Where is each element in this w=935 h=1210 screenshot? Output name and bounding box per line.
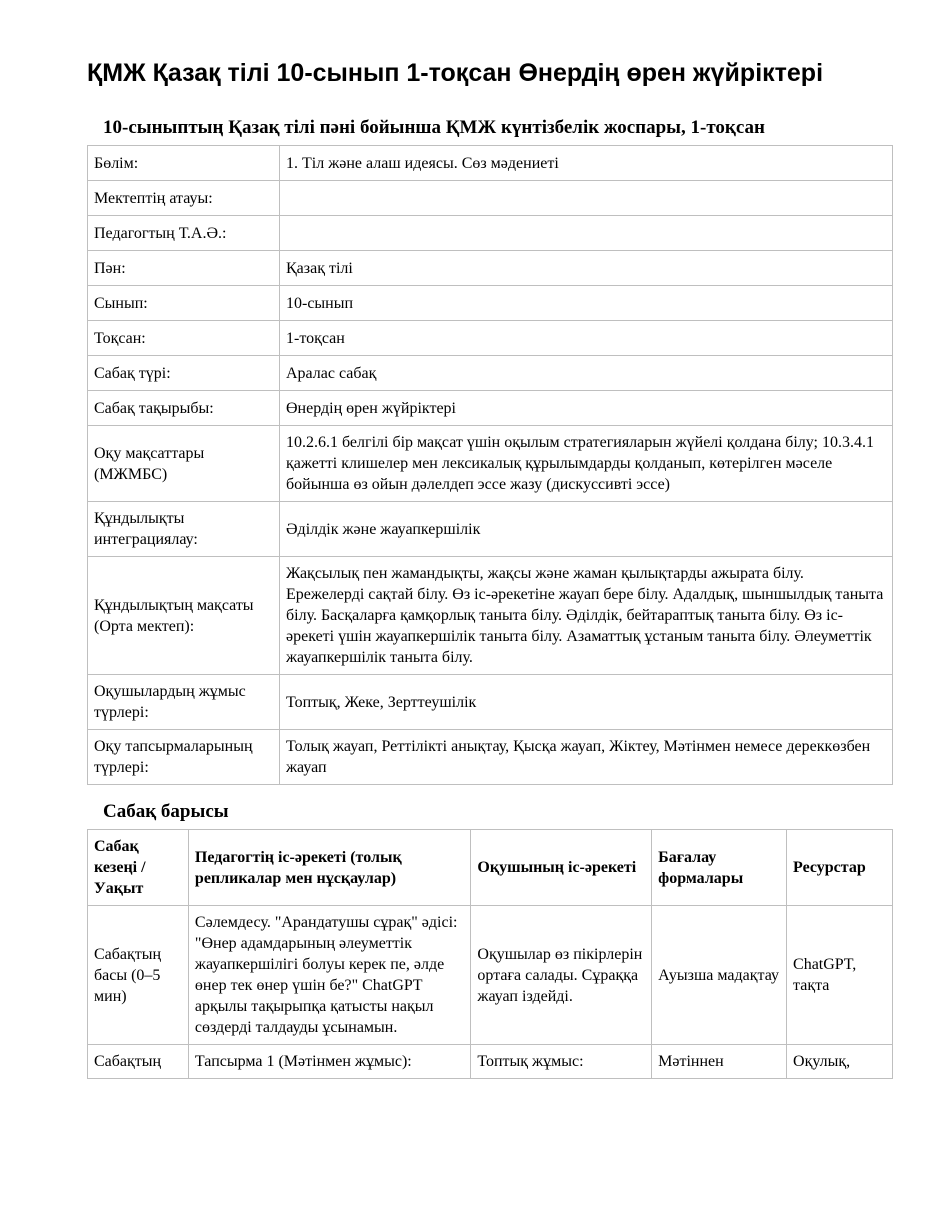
teacher-activity-cell: Сәлемдесу. "Арандатушы сұрақ" әдісі: "Өнер адамдарының әлеуметтік жауапкершілігі болуы керек пе, әлде өнер тек өнер үшін бе?" ChatGPT арқылы тақырыпқа қатысты нақыл сөздерді талдауды ұсынамын. xyxy=(188,906,470,1045)
table-row xyxy=(88,321,893,356)
table-row xyxy=(88,216,893,251)
info-label: Оқу мақсаттары (МЖМБС) xyxy=(88,426,280,502)
info-value: Аралас сабақ xyxy=(280,356,893,391)
info-label: Мектептің атауы: xyxy=(88,181,280,216)
info-label: Педагогтың Т.А.Ә.: xyxy=(88,216,280,251)
info-label: Оқушылардың жұмыс түрлері: xyxy=(88,675,280,730)
table-row xyxy=(88,391,893,426)
info-value: 10-сынып xyxy=(280,286,893,321)
info-value: Қазақ тілі xyxy=(280,251,893,286)
table-row xyxy=(88,557,893,675)
info-label: Тоқсан: xyxy=(88,321,280,356)
document-page xyxy=(87,58,893,1079)
student-activity-cell: Топтық жұмыс: xyxy=(471,1045,652,1079)
lesson-flow-table xyxy=(87,829,893,1079)
info-value xyxy=(280,216,893,251)
resources-cell: Оқулық, xyxy=(787,1045,893,1079)
table-row xyxy=(88,1045,893,1079)
info-label: Пән: xyxy=(88,251,280,286)
table-header-row xyxy=(88,830,893,906)
assessment-cell: Мәтіннен xyxy=(652,1045,787,1079)
lesson-section xyxy=(87,800,893,1079)
table-row xyxy=(88,356,893,391)
info-value: Жақсылық пен жамандықты, жақсы және жаман қылықтарды ажырата білу. Ережелерді сақтай білу. Өз іс-әрекетіне жауап бере білу. Адалдық, шыншылдық таныта білу. Басқаларға қамқорлық таныта білу. Әділдік, бейтараптық таныта білу. Өз іс-әрекеті үшін жауапкершілік таныта білу. Азаматтық ұстаным таныта білу. Әлеуметтік жауапкершілік таныта білу. xyxy=(280,557,893,675)
column-header: Сабақ кезеңі / Уақыт xyxy=(88,830,189,906)
teacher-activity-cell: Тапсырма 1 (Мәтінмен жұмыс): xyxy=(188,1045,470,1079)
info-label: Сынып: xyxy=(88,286,280,321)
student-activity-cell: Оқушылар өз пікірлерін ортаға салады. Сұраққа жауап іздейді. xyxy=(471,906,652,1045)
info-label: Құндылықтың мақсаты (Орта мектеп): xyxy=(88,557,280,675)
info-value xyxy=(280,181,893,216)
stage-cell: Сабақтың басы (0–5 мин) xyxy=(88,906,189,1045)
info-label: Сабақ түрі: xyxy=(88,356,280,391)
info-value: Толық жауап, Реттілікті анықтау, Қысқа жауап, Жіктеу, Мәтінмен немесе дереккөзбен жауап xyxy=(280,730,893,785)
info-value: Әділдік және жауапкершілік xyxy=(280,502,893,557)
lesson-info-table xyxy=(87,145,893,785)
info-label: Бөлім: xyxy=(88,146,280,181)
info-label: Сабақ тақырыбы: xyxy=(88,391,280,426)
plan-heading: 10-сыныптың Қазақ тілі пәні бойынша ҚМЖ күнтізбелік жоспары, 1-тоқсан xyxy=(103,117,765,138)
info-label: Құндылықты интеграциялау: xyxy=(88,502,280,557)
info-value: 1. Тіл және алаш идеясы. Сөз мәдениеті xyxy=(280,146,893,181)
table-row xyxy=(88,426,893,502)
stage-cell: Сабақтың xyxy=(88,1045,189,1079)
table-row xyxy=(88,906,893,1045)
info-label: Оқу тапсырмаларының түрлері: xyxy=(88,730,280,785)
document-title: ҚМЖ Қазақ тілі 10-сынып 1-тоқсан Өнердің өрен жүйріктері xyxy=(87,59,824,87)
column-header: Ресурстар xyxy=(787,830,893,906)
column-header: Педагогтің іс-әрекеті (толық репликалар мен нұсқаулар) xyxy=(188,830,470,906)
table-row xyxy=(88,675,893,730)
column-header: Оқушының іс-әрекеті xyxy=(471,830,652,906)
table-row xyxy=(88,251,893,286)
resources-cell: ChatGPT, тақта xyxy=(787,906,893,1045)
info-value: 10.2.6.1 белгілі бір мақсат үшін оқылым стратегияларын жүйелі қолдана білу; 10.3.4.1 қажетті клишелер мен лексикалық құрылымдарды қолданып, көтерілген мәселе бойынша өз ойын дәлелдеп эссе жазу (дискуссивті эссе) xyxy=(280,426,893,502)
assessment-cell: Ауызша мадақтау xyxy=(652,906,787,1045)
info-value: Өнердің өрен жүйріктері xyxy=(280,391,893,426)
table-row xyxy=(88,146,893,181)
table-row xyxy=(88,286,893,321)
info-value: 1-тоқсан xyxy=(280,321,893,356)
column-header: Бағалау формалары xyxy=(652,830,787,906)
lesson-heading: Сабақ барысы xyxy=(103,801,229,822)
table-row xyxy=(88,730,893,785)
table-row xyxy=(88,181,893,216)
table-row xyxy=(88,502,893,557)
info-value: Топтық, Жеке, Зерттеушілік xyxy=(280,675,893,730)
